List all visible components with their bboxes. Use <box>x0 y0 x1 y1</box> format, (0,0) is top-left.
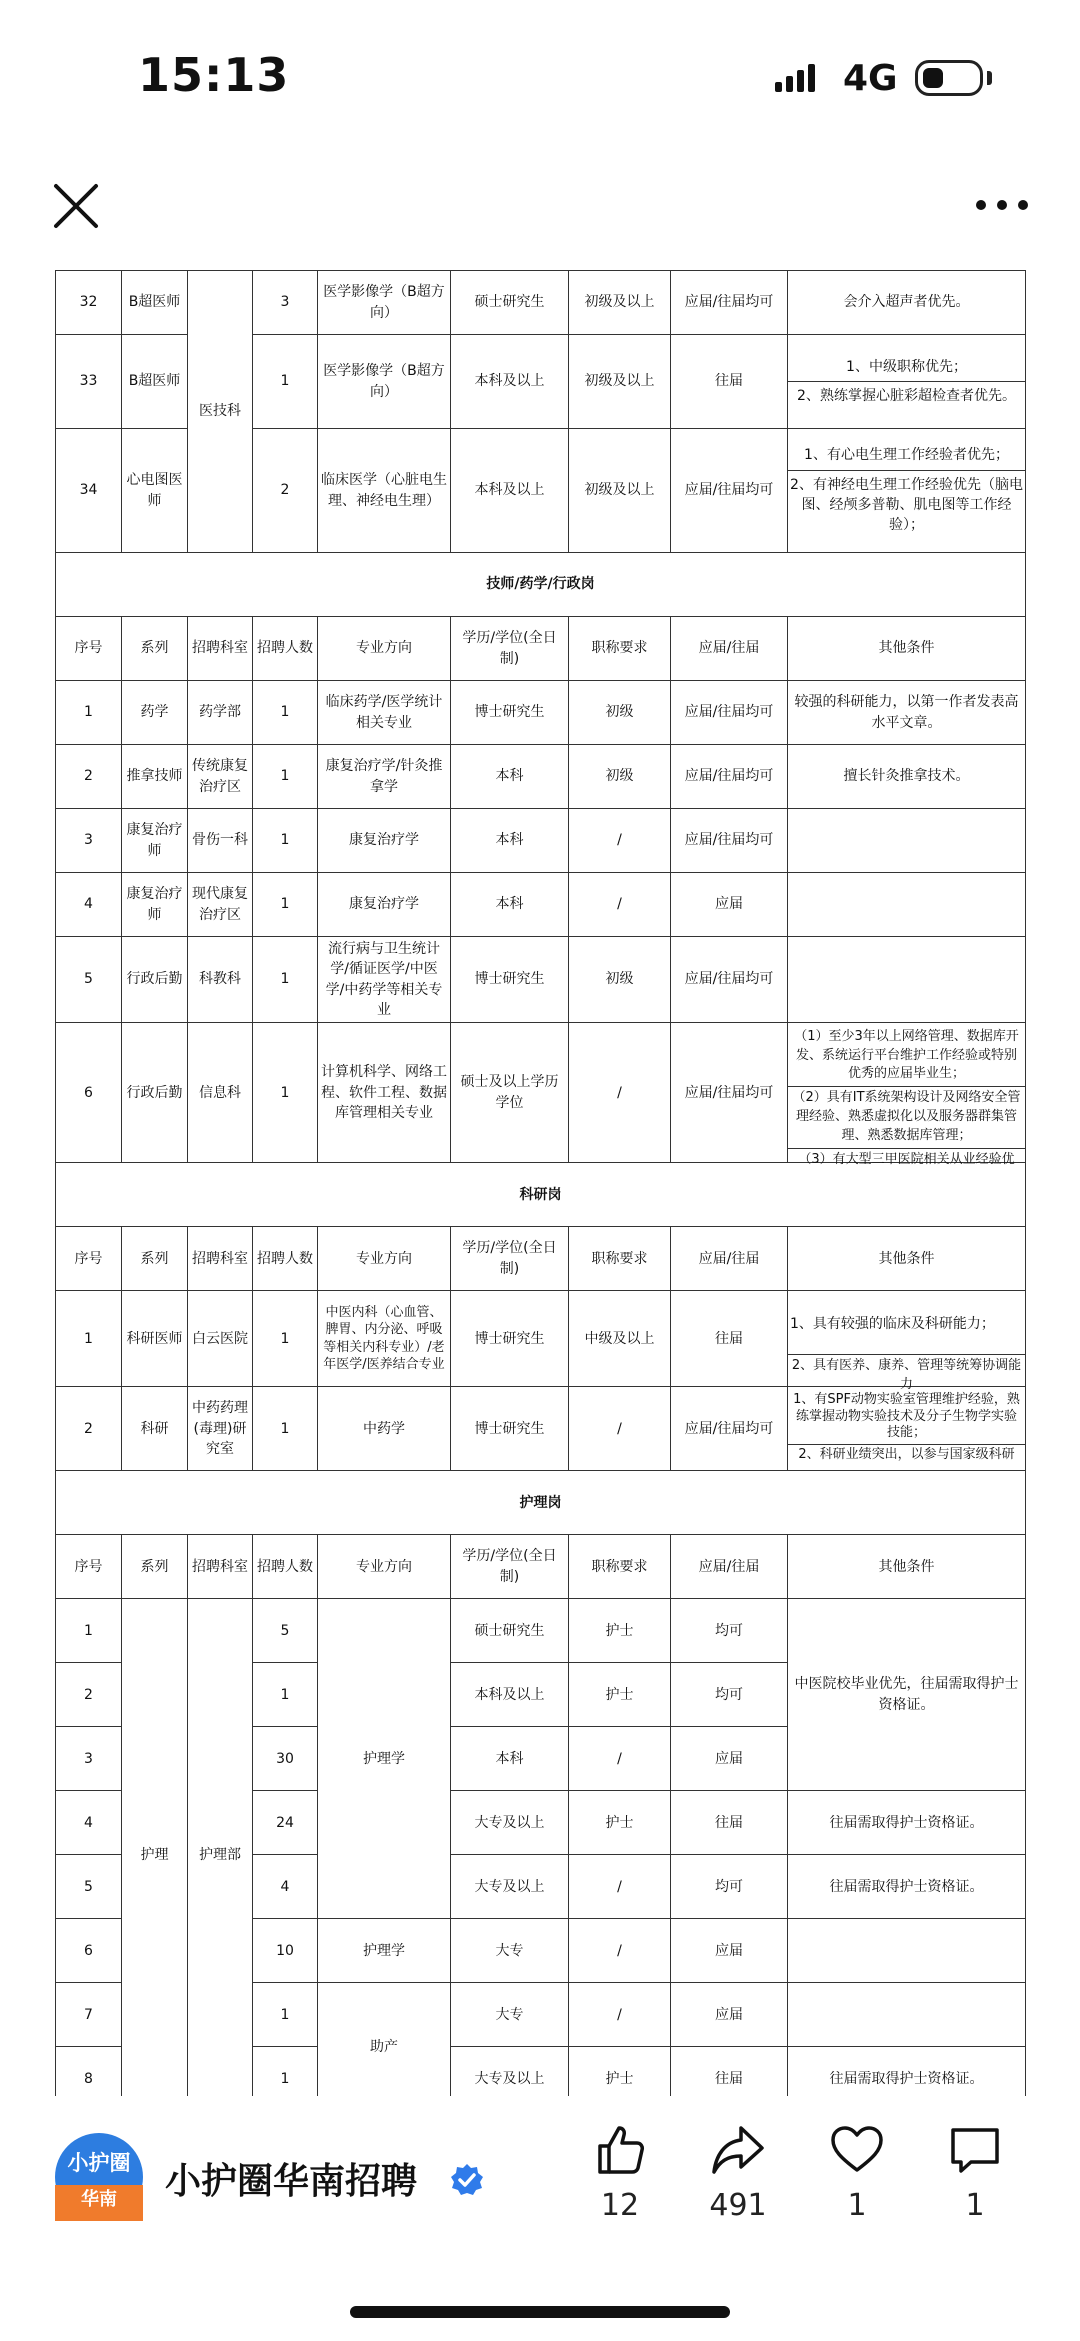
header-cell: 招聘人数 <box>253 617 318 681</box>
header-cell: 学历/学位(全日制) <box>451 1535 569 1599</box>
cell-other <box>788 937 1026 1023</box>
cell-count: 30 <box>253 1727 318 1791</box>
cell-count: 1 <box>253 745 318 809</box>
like-button[interactable] <box>580 2122 660 2223</box>
cell-count: 1 <box>253 1983 318 2047</box>
section-row <box>56 553 1026 617</box>
cell-title: 初级及以上 <box>569 335 671 429</box>
cell-count: 1 <box>253 937 318 1023</box>
cell-grad: 应届/往届均可 <box>671 1023 788 1163</box>
comment-icon <box>947 2122 1003 2178</box>
cell-edu: 博士研究生 <box>451 681 569 745</box>
condition-line: 2、科研业绩突出，以参与国家级科研 <box>798 1447 1015 1463</box>
cell-edu: 硕士研究生 <box>451 1599 569 1663</box>
cell-dept: 现代康复治疗区 <box>188 873 253 937</box>
avatar-text: 小护圈 <box>67 2151 131 2175</box>
header-cell: 招聘科室 <box>188 617 253 681</box>
cell-no: 1 <box>56 681 122 745</box>
cell-title: 初级 <box>569 681 671 745</box>
header-cell: 招聘人数 <box>253 1227 318 1291</box>
cell-dept: 白云医院 <box>188 1291 253 1387</box>
cell-edu: 本科及以上 <box>451 1663 569 1727</box>
bottom-action-bar <box>0 2096 1080 2341</box>
cell-title: / <box>569 809 671 873</box>
heart-icon <box>829 2122 885 2178</box>
header-cell: 序号 <box>56 1227 122 1291</box>
cell-no: 32 <box>56 271 122 335</box>
cell-major: 助产 <box>318 1983 451 2111</box>
network-label: 4G <box>843 58 898 99</box>
cell-major: 临床药学/医学统计相关专业 <box>318 681 451 745</box>
cell-major: 医学影像学（B超方向） <box>318 271 451 335</box>
cell-other <box>788 1387 1026 1471</box>
cell-count: 5 <box>253 1599 318 1663</box>
verified-badge-icon <box>450 2163 484 2197</box>
header-cell: 职称要求 <box>569 1535 671 1599</box>
cell-edu: 大专 <box>451 1919 569 1983</box>
cell-edu: 博士研究生 <box>451 937 569 1023</box>
condition-line: 2、具有医养、康养、管理等统筹协调能力 <box>791 1357 1022 1392</box>
cell-grad: 均可 <box>671 1663 788 1727</box>
cell-title: / <box>569 1919 671 1983</box>
cell-dept: 医技科 <box>188 271 253 553</box>
cell-grad: 应届 <box>671 1919 788 1983</box>
cell-count: 1 <box>253 2047 318 2111</box>
condition-line: 1、有心电生理工作经验者优先； <box>788 441 1025 470</box>
cell-count: 10 <box>253 1919 318 1983</box>
cell-major: 计算机科学、网络工程、软件工程、数据库管理相关专业 <box>318 1023 451 1163</box>
cell-title: 护士 <box>569 1599 671 1663</box>
cell-series: B超医师 <box>122 271 188 335</box>
cell-grad: 往届 <box>671 1291 788 1387</box>
cell-title: 中级及以上 <box>569 1291 671 1387</box>
cell-count: 2 <box>253 429 318 553</box>
cell-count: 1 <box>253 1663 318 1727</box>
header-cell: 系列 <box>122 1227 188 1291</box>
avatar-subtext: 华南 <box>55 2185 143 2221</box>
cell-grad: 应届 <box>671 873 788 937</box>
cell-grad: 应届 <box>671 1983 788 2047</box>
cell-count: 4 <box>253 1855 318 1919</box>
cell-title: 初级 <box>569 745 671 809</box>
cell-title: 初级及以上 <box>569 429 671 553</box>
like-count: 12 <box>600 2188 640 2223</box>
battery-tip <box>987 71 992 85</box>
cell-dept: 科教科 <box>188 937 253 1023</box>
table-row <box>56 681 1026 745</box>
cell-grad: 应届/往届均可 <box>671 429 788 553</box>
cell-edu: 本科 <box>451 1727 569 1791</box>
cell-series: 护理 <box>122 1599 188 2111</box>
cell-count: 1 <box>253 873 318 937</box>
condition-line: 1、具有较强的临床及科研能力； <box>788 1294 1025 1355</box>
cell-dept: 药学部 <box>188 681 253 745</box>
table-row <box>56 937 1026 1023</box>
cell-grad: 应届/往届均可 <box>671 937 788 1023</box>
comment-button[interactable] <box>935 2122 1015 2223</box>
section-row <box>56 1471 1026 1535</box>
header-cell: 专业方向 <box>318 617 451 681</box>
table-row <box>56 1023 1026 1163</box>
share-button[interactable] <box>698 2122 778 2223</box>
cell-grad: 往届 <box>671 335 788 429</box>
cell-title: 初级 <box>569 937 671 1023</box>
table-row <box>56 809 1026 873</box>
table-row <box>56 1291 1026 1387</box>
cell-edu: 大专及以上 <box>451 1791 569 1855</box>
recruitment-table <box>55 270 1026 2111</box>
cell-title: / <box>569 1387 671 1471</box>
cell-no: 34 <box>56 429 122 553</box>
header-cell: 应届/往届 <box>671 1535 788 1599</box>
header-cell: 招聘科室 <box>188 1227 253 1291</box>
cell-grad: 应届 <box>671 1727 788 1791</box>
cell-major: 护理学 <box>318 1919 451 1983</box>
cell-grad: 应届/往届均可 <box>671 809 788 873</box>
thumbs-up-icon <box>592 2122 648 2178</box>
cell-other: 往届需取得护士资格证。 <box>788 1855 1026 1919</box>
cell-dept: 护理部 <box>188 1599 253 2111</box>
header-row <box>56 617 1026 681</box>
cell-edu: 硕士及以上学历学位 <box>451 1023 569 1163</box>
cell-dept: 传统康复治疗区 <box>188 745 253 809</box>
cell-other <box>788 1919 1026 1983</box>
cell-no: 6 <box>56 1919 122 1983</box>
cell-series: 行政后勤 <box>122 937 188 1023</box>
cell-major: 中药学 <box>318 1387 451 1471</box>
cell-major: 康复治疗学 <box>318 809 451 873</box>
cell-no: 4 <box>56 1791 122 1855</box>
table-row <box>56 745 1026 809</box>
header-row <box>56 1227 1026 1291</box>
table-row <box>56 873 1026 937</box>
header-cell: 专业方向 <box>318 1227 451 1291</box>
cell-no: 6 <box>56 1023 122 1163</box>
cell-count: 1 <box>253 809 318 873</box>
table-row <box>56 271 1026 335</box>
header-cell: 应届/往届 <box>671 617 788 681</box>
cell-series: 行政后勤 <box>122 1023 188 1163</box>
table-row <box>56 1599 1026 1663</box>
account-name[interactable]: 小护圈华南招聘 <box>165 2161 418 2202</box>
cell-other <box>788 809 1026 873</box>
condition-line: 1、有SPF动物实验室管理维护经验，熟练掌握动物实验技术及分子生物学实验技能； <box>788 1390 1025 1446</box>
header-cell: 其他条件 <box>788 1227 1026 1291</box>
condition-line: 2、有神经电生理工作经验优先（脑电图、经颅多普勒、肌电图等工作经验）； <box>790 476 1023 534</box>
cell-other: 会介入超声者优先。 <box>788 271 1026 335</box>
cell-series: 康复治疗师 <box>122 809 188 873</box>
header-cell: 招聘人数 <box>253 1535 318 1599</box>
cell-dept: 信息科 <box>188 1023 253 1163</box>
header-cell: 职称要求 <box>569 617 671 681</box>
home-indicator[interactable] <box>350 2306 730 2318</box>
cell-grad: 均可 <box>671 1599 788 1663</box>
header-cell: 应届/往届 <box>671 1227 788 1291</box>
table-row <box>56 1387 1026 1471</box>
condition-line: 2、熟练掌握心脏彩超检查者优先。 <box>797 388 1016 404</box>
cell-no: 2 <box>56 1663 122 1727</box>
cell-no: 3 <box>56 1727 122 1791</box>
cell-no: 8 <box>56 2047 122 2111</box>
share-count: 491 <box>709 2188 767 2223</box>
cell-other <box>788 429 1026 553</box>
cell-series: B超医师 <box>122 335 188 429</box>
cell-other: 中医院校毕业优先，往届需取得护士资格证。 <box>788 1599 1026 1791</box>
cell-series: 推拿技师 <box>122 745 188 809</box>
cell-other <box>788 1023 1026 1167</box>
battery-icon <box>915 60 983 96</box>
cell-other <box>788 1983 1026 2047</box>
cell-other <box>788 335 1026 429</box>
cell-other <box>788 1291 1026 1392</box>
header-cell: 其他条件 <box>788 1535 1026 1599</box>
cell-dept: 骨伤一科 <box>188 809 253 873</box>
favorite-button[interactable] <box>817 2122 897 2223</box>
header-cell: 学历/学位(全日制) <box>451 617 569 681</box>
cell-count: 3 <box>253 271 318 335</box>
cell-dept: 中药药理(毒理)研究室 <box>188 1387 253 1471</box>
header-cell: 系列 <box>122 1535 188 1599</box>
cell-edu: 本科 <box>451 809 569 873</box>
header-cell: 序号 <box>56 1535 122 1599</box>
cell-title: / <box>569 1983 671 2047</box>
cell-grad: 应届/往届均可 <box>671 745 788 809</box>
header-cell: 招聘科室 <box>188 1535 253 1599</box>
cell-count: 1 <box>253 1291 318 1387</box>
header-cell: 专业方向 <box>318 1535 451 1599</box>
cell-other: 往届需取得护士资格证。 <box>788 1791 1026 1855</box>
section-title-tech: 技师/药学/行政岗 <box>56 553 1026 617</box>
cell-major: 中医内科（心血管、脾胃、内分泌、呼吸等相关内科专业）/老年医学/医养结合专业 <box>318 1291 451 1387</box>
section-title-nursing: 护理岗 <box>56 1471 1026 1535</box>
header-cell: 序号 <box>56 617 122 681</box>
header-cell: 系列 <box>122 617 188 681</box>
cell-series: 心电图医师 <box>122 429 188 553</box>
header-cell: 学历/学位(全日制) <box>451 1227 569 1291</box>
cell-count: 1 <box>253 681 318 745</box>
cell-title: / <box>569 1727 671 1791</box>
cell-title: / <box>569 1023 671 1163</box>
section-row <box>56 1163 1026 1227</box>
cell-edu: 硕士研究生 <box>451 271 569 335</box>
cell-no: 5 <box>56 937 122 1023</box>
cell-series: 康复治疗师 <box>122 873 188 937</box>
status-time: 15:13 <box>138 48 290 102</box>
cell-grad: 应届/往届均可 <box>671 681 788 745</box>
cell-title: 初级及以上 <box>569 271 671 335</box>
cell-major: 临床医学（心脏电生理、神经电生理） <box>318 429 451 553</box>
cell-major: 流行病与卫生统计学/循证医学/中医学/中药学等相关专业 <box>318 937 451 1023</box>
cell-no: 4 <box>56 873 122 937</box>
cell-title: / <box>569 1855 671 1919</box>
cell-no: 5 <box>56 1855 122 1919</box>
header-row <box>56 1535 1026 1599</box>
condition-line: （2）具有IT系统架构设计及网络安全管理经验、熟悉虚拟化以及服务器群集管理、熟悉数据库管理； <box>788 1087 1025 1149</box>
cell-title: 护士 <box>569 1663 671 1727</box>
cell-edu: 大专及以上 <box>451 2047 569 2111</box>
cell-edu: 本科及以上 <box>451 335 569 429</box>
header-cell: 职称要求 <box>569 1227 671 1291</box>
cell-series: 科研 <box>122 1387 188 1471</box>
cell-edu: 本科 <box>451 745 569 809</box>
comment-count: 1 <box>965 2188 985 2223</box>
cell-no: 7 <box>56 1983 122 2047</box>
cell-no: 3 <box>56 809 122 873</box>
cell-other: 擅长针灸推拿技术。 <box>788 745 1026 809</box>
cell-grad: 均可 <box>671 1855 788 1919</box>
cell-title: 护士 <box>569 2047 671 2111</box>
cell-count: 1 <box>253 1023 318 1163</box>
signal-icon <box>775 62 821 98</box>
cell-other <box>788 873 1026 937</box>
cell-count: 1 <box>253 335 318 429</box>
more-options-icon[interactable] <box>975 195 1029 215</box>
cell-no: 33 <box>56 335 122 429</box>
cell-major: 医学影像学（B超方向） <box>318 335 451 429</box>
cell-grad: 往届 <box>671 2047 788 2111</box>
cell-no: 2 <box>56 745 122 809</box>
cell-edu: 博士研究生 <box>451 1291 569 1387</box>
cell-series: 药学 <box>122 681 188 745</box>
cell-edu: 博士研究生 <box>451 1387 569 1471</box>
cell-edu: 大专 <box>451 1983 569 2047</box>
cell-no: 1 <box>56 1291 122 1387</box>
share-icon <box>710 2122 766 2178</box>
header-cell: 其他条件 <box>788 617 1026 681</box>
cell-edu: 大专及以上 <box>451 1855 569 1919</box>
cell-count: 24 <box>253 1791 318 1855</box>
condition-line: 1、中级职称优先； <box>788 353 1025 382</box>
status-bar <box>0 0 1080 160</box>
cell-edu: 本科及以上 <box>451 429 569 553</box>
account-avatar[interactable] <box>55 2133 143 2221</box>
cell-series: 科研医师 <box>122 1291 188 1387</box>
condition-line: （1）至少3年以上网络管理、数据库开发、系统运行平台维护工作经验或特别优秀的应届毕业生； <box>788 1026 1025 1088</box>
cell-grad: 应届/往届均可 <box>671 271 788 335</box>
cell-grad: 往届 <box>671 1791 788 1855</box>
cell-count: 1 <box>253 1387 318 1471</box>
recruitment-table-image <box>55 270 1025 2086</box>
favorite-count: 1 <box>847 2188 867 2223</box>
cell-other: 较强的科研能力，以第一作者发表高水平文章。 <box>788 681 1026 745</box>
section-title-research: 科研岗 <box>56 1163 1026 1227</box>
cell-major: 康复治疗学/针灸推拿学 <box>318 745 451 809</box>
cell-no: 2 <box>56 1387 122 1471</box>
cell-edu: 本科 <box>451 873 569 937</box>
cell-title: 护士 <box>569 1791 671 1855</box>
cell-other: 往届需取得护士资格证。 <box>788 2047 1026 2111</box>
cell-no: 1 <box>56 1599 122 1663</box>
cell-major: 护理学 <box>318 1599 451 1919</box>
close-icon[interactable] <box>50 180 102 232</box>
cell-major: 康复治疗学 <box>318 873 451 937</box>
cell-grad: 应届/往届均可 <box>671 1387 788 1471</box>
condition-line: （3）有大型三甲医院相关从业经验优 <box>798 1151 1015 1167</box>
cell-title: / <box>569 873 671 937</box>
